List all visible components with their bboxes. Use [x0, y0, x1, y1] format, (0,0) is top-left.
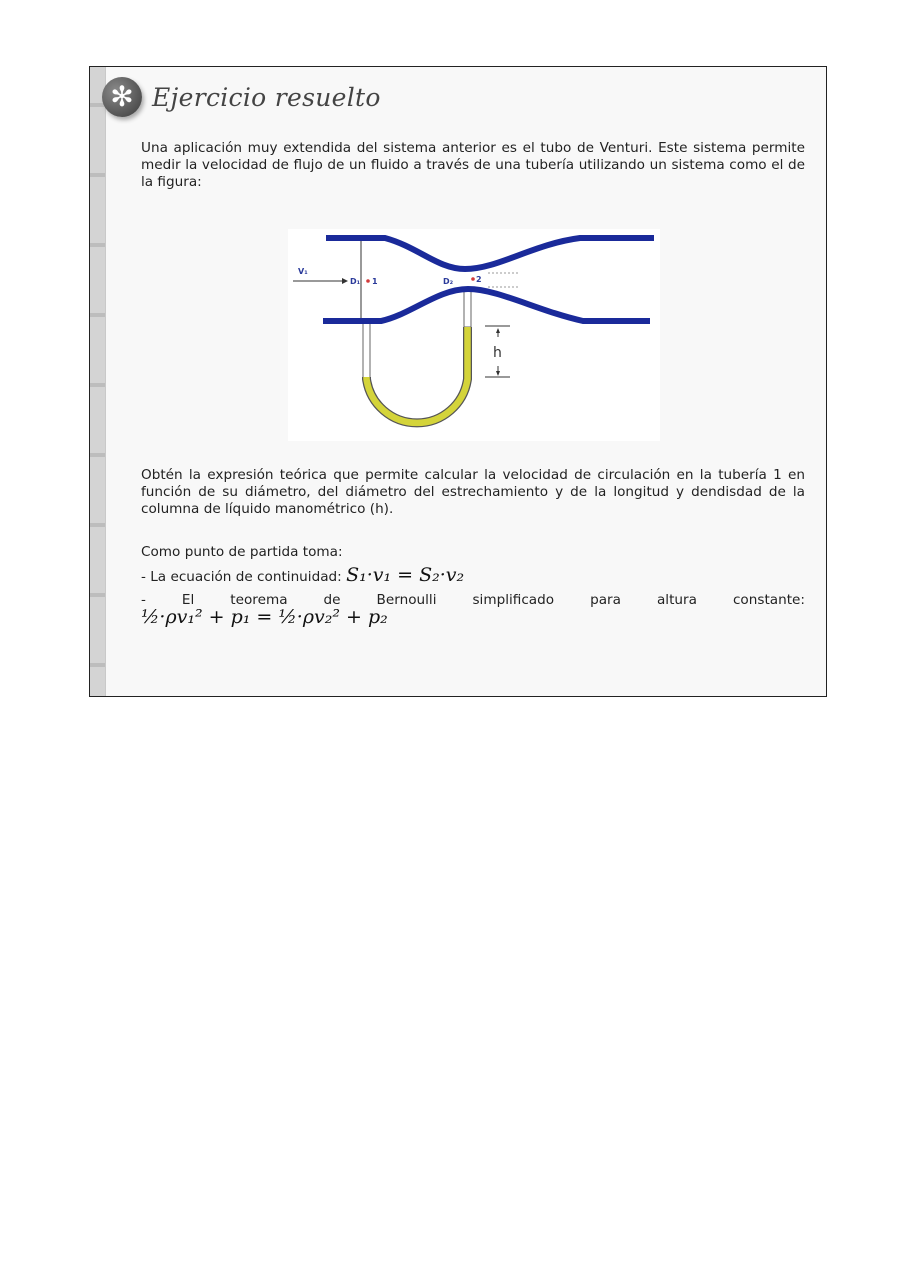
point-1: [366, 279, 370, 283]
h-label: h: [493, 345, 502, 361]
section-title: Ejercicio resuelto: [152, 83, 381, 112]
continuity-equation: S₁·v₁ = S₂·v₂: [346, 564, 465, 586]
v1-label: V₁: [298, 267, 308, 276]
continuity-label: - La ecuación de continuidad:: [141, 569, 342, 585]
intro-paragraph: Una aplicación muy extendida del sistema anterior es el tubo de Venturi. Este sistema permite medir la velocidad de flujo de un fluido a través de una tubería utilizando un sistema como el de la figura:: [141, 140, 805, 190]
bernoulli-equation: ½·ρv₁² + p₁ = ½·ρv₂² + p₂: [141, 606, 388, 628]
d1-label: D₁: [350, 277, 361, 286]
point-2: [471, 277, 475, 281]
exercise-box: [89, 66, 827, 697]
bernoulli-label: - El teorema de Bernoulli simplificado para altura constante:: [141, 592, 805, 608]
d2-label: D₂: [443, 277, 454, 286]
task-paragraph: Obtén la expresión teórica que permite calcular la velocidad de circulación en la tubería 1 en función de su diámetro, del diámetro del estrechamiento y de la longitud y dendisdad de la columna de líquido manométrico (h).: [141, 467, 805, 517]
start-text: Como punto de partida toma:: [141, 544, 343, 560]
decorative-stripe: [90, 67, 106, 696]
point-2-label: 2: [476, 275, 482, 284]
continuity-line: [141, 564, 805, 586]
flower-icon: ✻: [102, 77, 142, 117]
point-1-label: 1: [372, 277, 378, 286]
venturi-figure: [288, 229, 660, 441]
